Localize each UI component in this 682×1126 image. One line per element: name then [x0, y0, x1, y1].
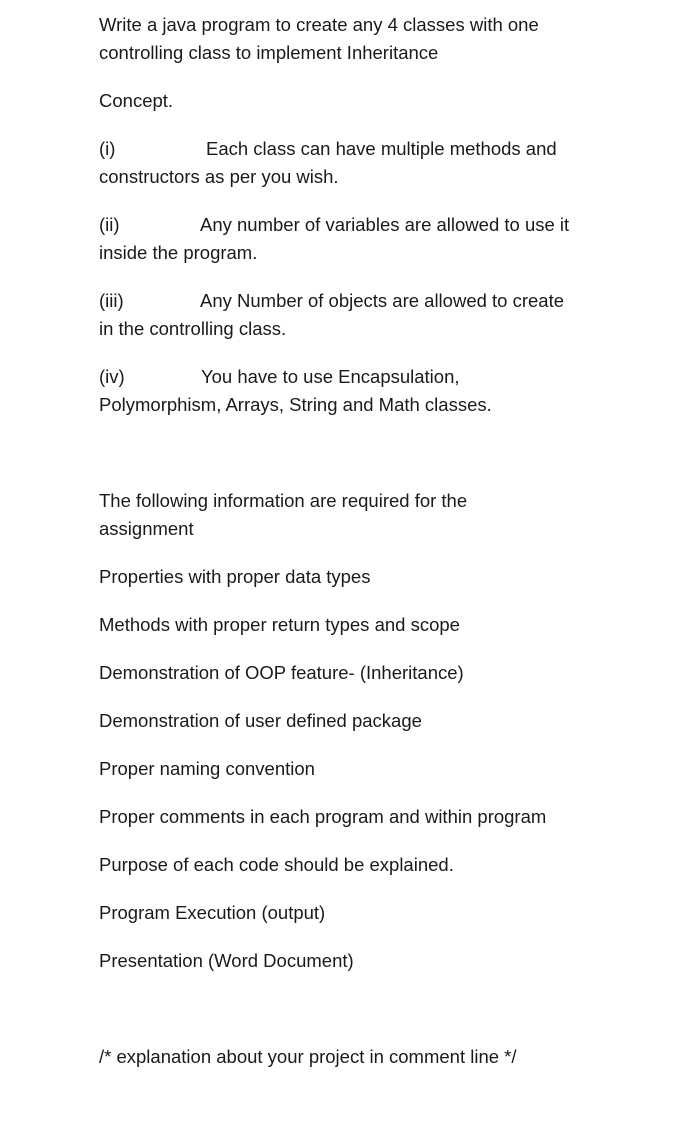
requirements-intro: [99, 487, 659, 543]
concept-item-i: [99, 135, 659, 191]
concept-heading: Concept.: [99, 90, 174, 111]
assignment-document: [99, 11, 659, 1071]
closing-comment: /* explanation about your project in comment line */: [99, 1046, 517, 1067]
assignment-title-line-2: controlling class to implement Inheritance: [99, 42, 439, 63]
concept-text-line-2: Polymorphism, Arrays, String and Math classes.: [99, 394, 492, 415]
requirement-item: Proper naming convention: [99, 758, 315, 779]
requirement-item: Purpose of each code should be explained.: [99, 854, 454, 875]
requirements-intro-line-2: assignment: [99, 518, 194, 539]
requirement-item: Demonstration of user defined package: [99, 710, 422, 731]
concept-text-line-1: Each class can have multiple methods and: [206, 138, 557, 159]
requirement-item: Methods with proper return types and scope: [99, 614, 460, 635]
requirement-item: Demonstration of OOP feature- (Inheritance): [99, 662, 464, 683]
concept-number: (iii): [99, 290, 124, 311]
concept-item-ii: [99, 211, 659, 267]
concept-text-line-2: in the controlling class.: [99, 318, 287, 339]
concept-text-line-1: You have to use Encapsulation,: [201, 366, 460, 387]
requirement-item: Presentation (Word Document): [99, 950, 354, 971]
concept-text-line-1: Any Number of objects are allowed to create: [200, 290, 565, 311]
requirement-item: Proper comments in each program and within program: [99, 806, 547, 827]
concept-text-line-1: Any number of variables are allowed to use it: [200, 214, 570, 235]
assignment-title-line-1: Write a java program to create any 4 classes with one: [99, 14, 539, 35]
concept-item-iv: [99, 363, 659, 419]
concept-text-line-2: constructors as per you wish.: [99, 166, 339, 187]
assignment-title: [99, 11, 659, 67]
requirements-intro-line-1: The following information are required for the: [99, 490, 468, 511]
concept-number: (ii): [99, 214, 120, 235]
concept-text-line-2: inside the program.: [99, 242, 258, 263]
requirement-item: Properties with proper data types: [99, 566, 371, 587]
concept-number: (i): [99, 138, 116, 159]
concept-item-iii: [99, 287, 659, 343]
requirement-item: Program Execution (output): [99, 902, 326, 923]
concept-number: (iv): [99, 366, 125, 387]
